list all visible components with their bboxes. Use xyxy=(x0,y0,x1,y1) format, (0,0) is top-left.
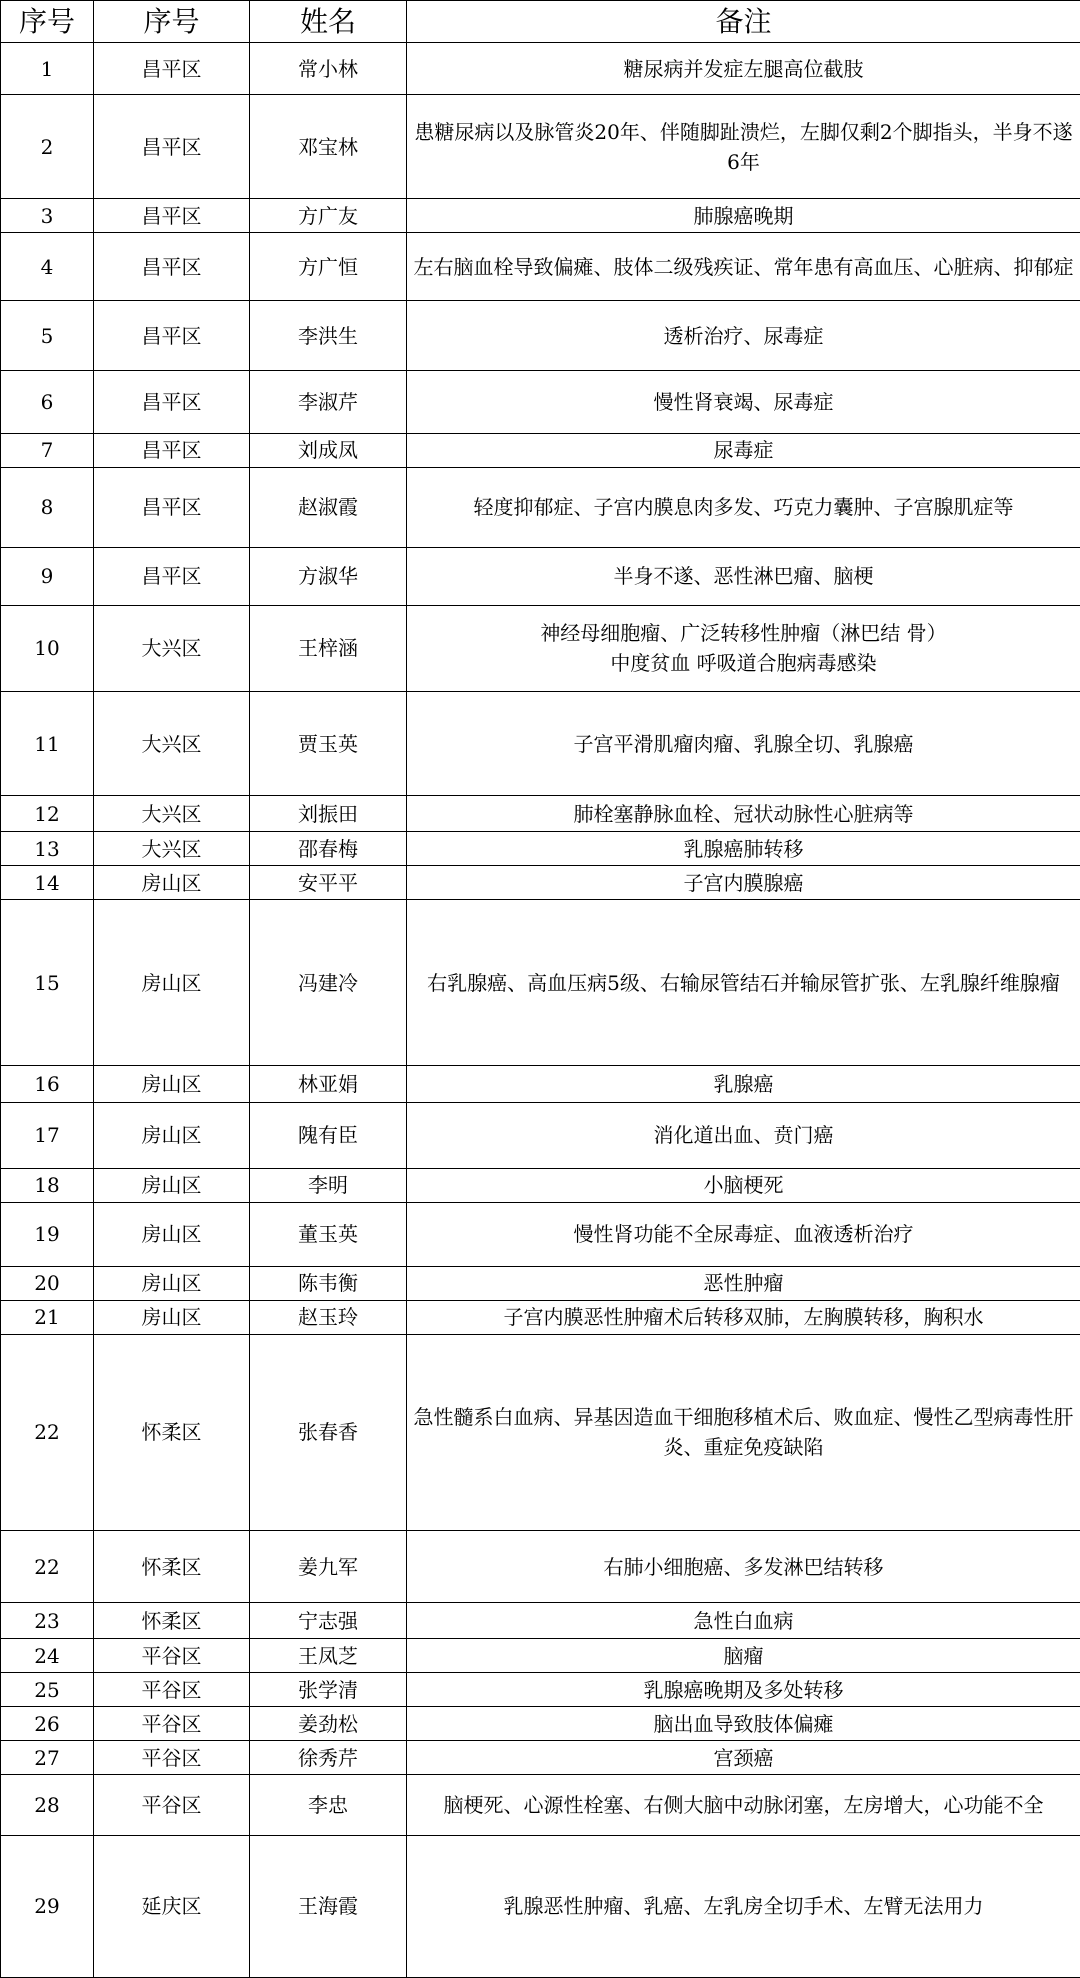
header-row xyxy=(1,1,1080,43)
row-note: 糖尿病并发症左腿高位截肢 xyxy=(407,43,1080,95)
row-note: 轻度抑郁症、子宫内膜息肉多发、巧克力囊肿、子宫腺肌症等 xyxy=(407,467,1080,547)
row-note: 恶性肿瘤 xyxy=(407,1266,1080,1300)
row-note: 乳腺癌肺转移 xyxy=(407,832,1080,866)
row-district: 延庆区 xyxy=(94,1835,250,1977)
row-name: 冯建冷 xyxy=(250,900,407,1066)
row-index: 8 xyxy=(1,467,94,547)
row-district: 房山区 xyxy=(94,1102,250,1168)
row-district: 昌平区 xyxy=(94,301,250,371)
row-index: 14 xyxy=(1,866,94,900)
row-note: 半身不遂、恶性淋巴瘤、脑梗 xyxy=(407,547,1080,605)
row-index: 2 xyxy=(1,95,94,199)
row-district: 昌平区 xyxy=(94,199,250,233)
row-district: 昌平区 xyxy=(94,547,250,605)
row-note: 脑梗死、心源性栓塞、右侧大脑中动脉闭塞，左房增大，心功能不全 xyxy=(407,1775,1080,1835)
row-note: 宫颈癌 xyxy=(407,1741,1080,1775)
table-row xyxy=(1,1673,1080,1707)
table-row xyxy=(1,1102,1080,1168)
table-row xyxy=(1,1603,1080,1639)
row-note-line-1: 神经母细胞瘤、广泛转移性肿瘤（淋巴结 骨） xyxy=(540,621,947,646)
row-note: 尿毒症 xyxy=(407,433,1080,467)
row-name: 林亚娟 xyxy=(250,1066,407,1102)
table-row xyxy=(1,43,1080,95)
row-district: 大兴区 xyxy=(94,605,250,691)
row-district: 怀柔区 xyxy=(94,1531,250,1603)
row-note: 患糖尿病以及脉管炎20年、伴随脚趾溃烂，左脚仅剩2个脚指头，半身不遂6年 xyxy=(407,95,1080,199)
header-district: 序号 xyxy=(94,1,250,43)
row-note: 小脑梗死 xyxy=(407,1168,1080,1202)
row-name: 张学清 xyxy=(250,1673,407,1707)
row-district: 房山区 xyxy=(94,1266,250,1300)
row-name: 李淑芹 xyxy=(250,371,407,433)
row-name: 王凤芝 xyxy=(250,1639,407,1673)
row-index: 13 xyxy=(1,832,94,866)
row-note-line-2: 中度贫血 呼吸道合胞病毒感染 xyxy=(610,651,877,676)
row-index: 29 xyxy=(1,1835,94,1977)
row-note: 急性髓系白血病、异基因造血干细胞移植术后、败血症、慢性乙型病毒性肝炎、重症免疫缺陷 xyxy=(407,1334,1080,1530)
row-district: 房山区 xyxy=(94,900,250,1066)
row-index: 6 xyxy=(1,371,94,433)
table-row xyxy=(1,1741,1080,1775)
row-note: 乳腺癌晚期及多处转移 xyxy=(407,1673,1080,1707)
row-note: 左右脑血栓导致偏瘫、肢体二级残疾证、常年患有高血压、心脏病、抑郁症 xyxy=(407,233,1080,301)
row-name: 姜九军 xyxy=(250,1531,407,1603)
row-name: 常小林 xyxy=(250,43,407,95)
row-name: 邓宝林 xyxy=(250,95,407,199)
row-district: 大兴区 xyxy=(94,796,250,832)
row-note: 乳腺恶性肿瘤、乳癌、左乳房全切手术、左臂无法用力 xyxy=(407,1835,1080,1977)
row-name: 张春香 xyxy=(250,1334,407,1530)
row-note: 慢性肾衰竭、尿毒症 xyxy=(407,371,1080,433)
row-name: 赵玉玲 xyxy=(250,1300,407,1334)
row-name: 方广友 xyxy=(250,199,407,233)
row-index: 1 xyxy=(1,43,94,95)
table-row xyxy=(1,1066,1080,1102)
row-note: 慢性肾功能不全尿毒症、血液透析治疗 xyxy=(407,1202,1080,1266)
table-row xyxy=(1,1639,1080,1673)
table-row xyxy=(1,796,1080,832)
table-row xyxy=(1,467,1080,547)
row-district: 大兴区 xyxy=(94,691,250,795)
row-index: 27 xyxy=(1,1741,94,1775)
table-row xyxy=(1,900,1080,1066)
row-district: 平谷区 xyxy=(94,1741,250,1775)
row-district: 平谷区 xyxy=(94,1639,250,1673)
table-row xyxy=(1,433,1080,467)
header-index: 序号 xyxy=(1,1,94,43)
row-index: 19 xyxy=(1,1202,94,1266)
row-name: 李洪生 xyxy=(250,301,407,371)
row-note: 肺腺癌晚期 xyxy=(407,199,1080,233)
row-name: 徐秀芹 xyxy=(250,1741,407,1775)
row-name: 方广恒 xyxy=(250,233,407,301)
row-index: 12 xyxy=(1,796,94,832)
row-index: 21 xyxy=(1,1300,94,1334)
row-name: 刘振田 xyxy=(250,796,407,832)
row-note: 肺栓塞静脉血栓、冠状动脉性心脏病等 xyxy=(407,796,1080,832)
row-index: 7 xyxy=(1,433,94,467)
table-row xyxy=(1,371,1080,433)
table-row xyxy=(1,547,1080,605)
row-index: 26 xyxy=(1,1707,94,1741)
row-name: 李明 xyxy=(250,1168,407,1202)
row-name: 宁志强 xyxy=(250,1603,407,1639)
header-name: 姓名 xyxy=(250,1,407,43)
row-index: 5 xyxy=(1,301,94,371)
row-index: 10 xyxy=(1,605,94,691)
row-index: 16 xyxy=(1,1066,94,1102)
table-row xyxy=(1,1707,1080,1741)
row-district: 房山区 xyxy=(94,1202,250,1266)
row-name: 李忠 xyxy=(250,1775,407,1835)
row-name: 隗有臣 xyxy=(250,1102,407,1168)
row-note: 右乳腺癌、高血压病5级、右输尿管结石并输尿管扩张、左乳腺纤维腺瘤 xyxy=(407,900,1080,1066)
table-row xyxy=(1,233,1080,301)
table-row xyxy=(1,1835,1080,1977)
row-name: 邵春梅 xyxy=(250,832,407,866)
row-district: 平谷区 xyxy=(94,1707,250,1741)
table-row xyxy=(1,199,1080,233)
row-note: 急性白血病 xyxy=(407,1603,1080,1639)
row-note: 子宫平滑肌瘤肉瘤、乳腺全切、乳腺癌 xyxy=(407,691,1080,795)
row-note: 右肺小细胞癌、多发淋巴结转移 xyxy=(407,1531,1080,1603)
row-name: 董玉英 xyxy=(250,1202,407,1266)
table-row xyxy=(1,691,1080,795)
row-name: 刘成凤 xyxy=(250,433,407,467)
row-index: 11 xyxy=(1,691,94,795)
row-name: 王海霞 xyxy=(250,1835,407,1977)
table-row xyxy=(1,1334,1080,1530)
row-index: 22 xyxy=(1,1531,94,1603)
row-district: 昌平区 xyxy=(94,95,250,199)
row-note xyxy=(407,605,1080,691)
row-note: 子宫内膜恶性肿瘤术后转移双肺，左胸膜转移，胸积水 xyxy=(407,1300,1080,1334)
row-district: 昌平区 xyxy=(94,433,250,467)
row-note: 乳腺癌 xyxy=(407,1066,1080,1102)
table-row xyxy=(1,1202,1080,1266)
row-note: 子宫内膜腺癌 xyxy=(407,866,1080,900)
row-name: 方淑华 xyxy=(250,547,407,605)
table-row xyxy=(1,866,1080,900)
row-district: 房山区 xyxy=(94,1066,250,1102)
row-note: 消化道出血、贲门癌 xyxy=(407,1102,1080,1168)
row-index: 25 xyxy=(1,1673,94,1707)
row-district: 平谷区 xyxy=(94,1673,250,1707)
row-district: 平谷区 xyxy=(94,1775,250,1835)
row-name: 贾玉英 xyxy=(250,691,407,795)
row-index: 3 xyxy=(1,199,94,233)
row-index: 23 xyxy=(1,1603,94,1639)
table-row xyxy=(1,1266,1080,1300)
row-index: 9 xyxy=(1,547,94,605)
row-name: 姜劲松 xyxy=(250,1707,407,1741)
row-note: 透析治疗、尿毒症 xyxy=(407,301,1080,371)
row-name: 赵淑霞 xyxy=(250,467,407,547)
table-row xyxy=(1,1300,1080,1334)
row-district: 怀柔区 xyxy=(94,1334,250,1530)
row-index: 4 xyxy=(1,233,94,301)
row-district: 怀柔区 xyxy=(94,1603,250,1639)
table-row xyxy=(1,1775,1080,1835)
row-index: 28 xyxy=(1,1775,94,1835)
row-index: 15 xyxy=(1,900,94,1066)
row-index: 17 xyxy=(1,1102,94,1168)
header-note: 备注 xyxy=(407,1,1080,43)
row-note: 脑出血导致肢体偏瘫 xyxy=(407,1707,1080,1741)
table-row xyxy=(1,95,1080,199)
row-district: 房山区 xyxy=(94,1168,250,1202)
table-row xyxy=(1,1168,1080,1202)
row-index: 18 xyxy=(1,1168,94,1202)
row-district: 房山区 xyxy=(94,1300,250,1334)
table-row xyxy=(1,1531,1080,1603)
row-district: 昌平区 xyxy=(94,43,250,95)
table-row xyxy=(1,832,1080,866)
row-name: 王梓涵 xyxy=(250,605,407,691)
row-name: 陈韦衡 xyxy=(250,1266,407,1300)
row-district: 昌平区 xyxy=(94,467,250,547)
row-index: 22 xyxy=(1,1334,94,1530)
row-district: 昌平区 xyxy=(94,233,250,301)
row-district: 昌平区 xyxy=(94,371,250,433)
table-row xyxy=(1,301,1080,371)
row-district: 房山区 xyxy=(94,866,250,900)
row-index: 20 xyxy=(1,1266,94,1300)
row-name: 安平平 xyxy=(250,866,407,900)
row-index: 24 xyxy=(1,1639,94,1673)
row-district: 大兴区 xyxy=(94,832,250,866)
row-note: 脑瘤 xyxy=(407,1639,1080,1673)
table-row xyxy=(1,605,1080,691)
